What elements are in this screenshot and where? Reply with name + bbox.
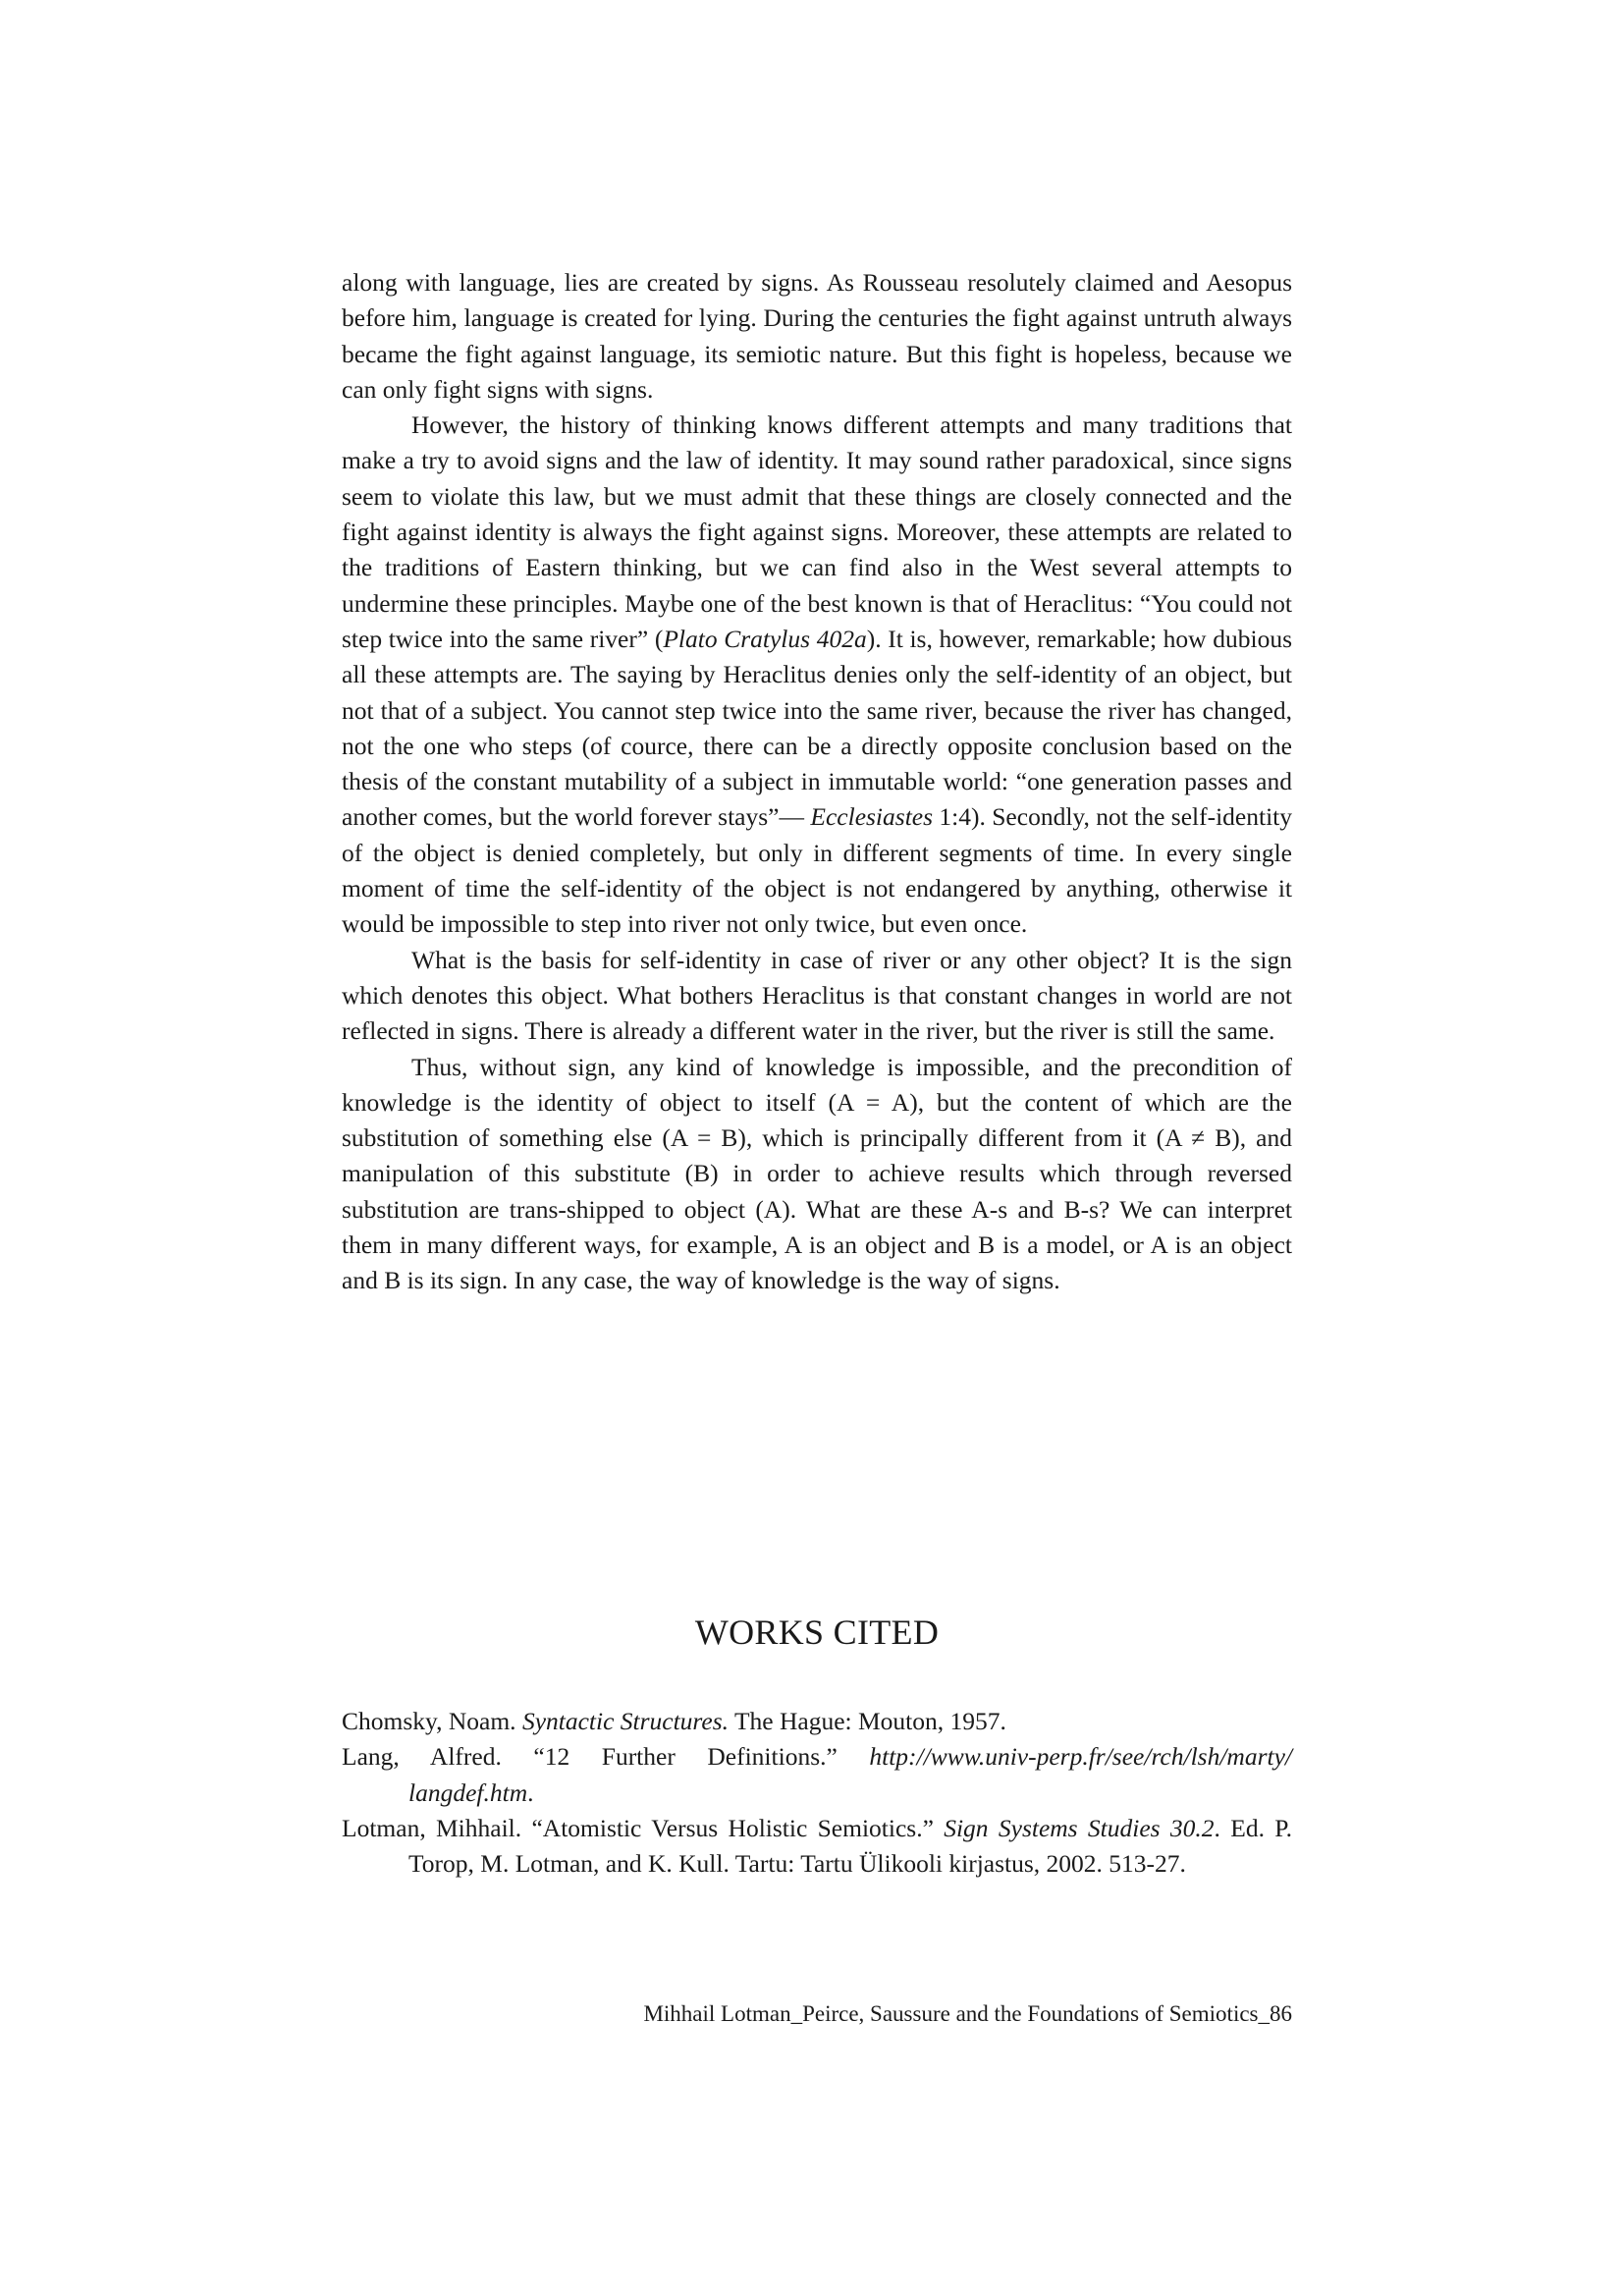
paragraph-2-text-b: ). It is, however, remarkable; how dubious all these attempts are. The saying by Heraclitus denies only the self-identity of an object, but not that of a subject. You cannot step twice into the same river, because the river has changed, not the one who steps (of cource, there can be a directly opposite conclusion based on the thesis of the constant mutability of a subject in immutable world: “one generation passes and another comes, but the world forever stays”—: [342, 624, 1292, 832]
entry-text: The Hague: Mouton, 1957.: [729, 1707, 1006, 1735]
paragraph-4: [342, 1050, 1292, 1299]
body-text: [342, 265, 1292, 1299]
entry-text: Lang, Alfred. “12 Further Definitions.”: [342, 1742, 870, 1772]
running-footer: Mihhail Lotman_Peirce, Saussure and the Foundations of Semiotics_86: [643, 2001, 1292, 2026]
entry-text: Chomsky, Noam.: [342, 1707, 522, 1735]
paragraph-1: [342, 265, 1292, 408]
paragraph-1-text: along with language, lies are created by signs. As Rousseau resolutely claimed and Aesopus before him, language is created for lying. During the centuries the fight against untruth always became the fight against language, its semiotic nature. But this fight is hopeless, because we can only fight signs with signs.: [342, 268, 1292, 404]
paragraph-2-text-a: However, the history of thinking knows different attempts and many traditions that make a try to avoid signs and the law of identity. It may sound rather paradoxical, since signs seem to violate this law, but we must admit that these things are closely connected and the fight against identity is always the fight against signs. Moreover, these attempts are related to the traditions of Eastern thinking, but we can find also in the West several attempts to undermine these principles. Maybe one of the best known is that of Heraclitus: “You could not step twice into the same river” (: [342, 410, 1292, 653]
citation-entry-lang: [342, 1739, 1292, 1811]
entry-title: Sign Systems Studies 30.2: [944, 1813, 1215, 1842]
citation-plato-cratylus: Plato Cratylus 402a: [663, 624, 867, 653]
entry-text: .: [527, 1777, 534, 1807]
citation-entry-chomsky: [342, 1704, 1292, 1739]
entry-text: . Ed. P. Torop, M. Lotman, and K. Kull. Tartu: Tartu Ülikooli kirjastus, 2002. 513-27.: [408, 1813, 1293, 1879]
entry-text: Lotman, Mihhail. “Atomistic Versus Holistic Semiotics.”: [342, 1813, 945, 1842]
paragraph-2: [342, 408, 1292, 942]
works-cited-list: [342, 1704, 1292, 1882]
paragraph-4-text: Thus, without sign, any kind of knowledge is impossible, and the precondition of knowledge is the identity of object to itself (A = A), but the content of which are the substitution of something else (A = B), which is principally different from it (A ≠ B), and manipulation of this substitute (B) in order to achieve results which through reversed substitution are trans-shipped to object (A). What are these A-s and B-s? We can interpret them in many different ways, for example, A is an object and B is a model, or A is an object and B is its sign. In any case, the way of knowledge is the way of signs.: [342, 1052, 1292, 1295]
paragraph-3-text: What is the basis for self-identity in case of river or any other object? It is the sign which denotes this object. What bothers Heraclitus is that constant changes in world are not reflected in signs. There is already a different water in the river, but the river is still the same.: [342, 945, 1292, 1046]
works-cited-heading: WORKS CITED: [694, 1613, 940, 1652]
paragraph-2-text-c: 1:4). Secondly, not the self-identity of the object is denied completely, but only in different segments of time. In every single moment of time the self-identity of the object is not endangered by anything, otherwise it would be impossible to step into river not only twice, but even once.: [342, 802, 1292, 939]
citation-ecclesiastes: Ecclesiastes: [810, 802, 934, 832]
entry-url: http://www.univ-perp.fr/see/rch/lsh/marty/ langdef.htm: [408, 1742, 1292, 1807]
paragraph-3: [342, 943, 1292, 1050]
entry-title: Syntactic Structures.: [521, 1707, 730, 1735]
citation-entry-lotman: [342, 1811, 1292, 1883]
